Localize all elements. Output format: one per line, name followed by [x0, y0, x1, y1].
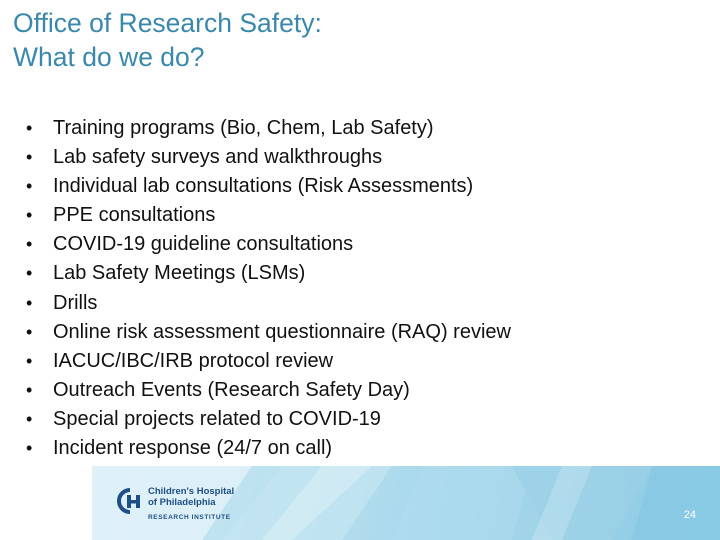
bullet-marker: •: [26, 205, 33, 226]
bullet-marker: •: [26, 292, 33, 313]
page-number: 24: [683, 509, 696, 521]
bullet-text: Special projects related to COVID-19: [53, 407, 381, 430]
bullet-text: Individual lab consultations (Risk Assessments): [53, 175, 474, 198]
bullet-item: [26, 259, 511, 288]
bullet-marker: •: [26, 234, 33, 255]
logo-name-line-1: Children's Hospital: [148, 486, 235, 497]
logo-name: [148, 486, 234, 508]
bullet-marker: •: [26, 379, 33, 400]
bullet-marker: •: [26, 176, 33, 197]
bullet-item: [26, 347, 511, 376]
bullet-text: Online risk assessment questionnaire (RAQ) review: [53, 320, 511, 343]
bullet-marker: •: [26, 147, 33, 168]
slide-title-line-1: Office of Research Safety:: [13, 8, 322, 38]
slide-title: [13, 6, 322, 74]
logo-subtitle: RESEARCH INSTITUTE: [148, 514, 231, 521]
bullet-text: Training programs (Bio, Chem, Lab Safety): [53, 117, 434, 139]
bullet-text: PPE consultations: [53, 204, 216, 227]
bullet-text: Incident response (24/7 on call): [53, 437, 333, 460]
logo-name-line-2: of Philadelphia: [148, 497, 216, 508]
bullet-item: [26, 405, 511, 434]
bullet-text: Lab Safety Meetings (LSMs): [53, 262, 306, 285]
slide-title-line-2: What do we do?: [13, 42, 205, 72]
bullet-marker: •: [26, 408, 33, 429]
bullet-item: [26, 434, 511, 463]
bullet-marker: •: [26, 321, 33, 342]
bullet-text: Outreach Events (Research Safety Day): [53, 378, 410, 401]
bullet-item: [26, 201, 511, 230]
bullet-marker: •: [26, 350, 33, 371]
bullet-marker: •: [26, 118, 33, 138]
bullet-item: [26, 318, 511, 347]
chop-logo-icon: [114, 486, 146, 516]
bullet-item: [26, 143, 511, 172]
bullet-text: Drills: [53, 291, 98, 314]
bullet-text: Lab safety surveys and walkthroughs: [53, 146, 383, 169]
bullet-item: [26, 289, 511, 318]
chop-logo: [114, 486, 254, 526]
bullet-marker: •: [26, 438, 33, 459]
bullet-item: [26, 114, 511, 143]
bullet-item: [26, 376, 511, 405]
bullet-text: COVID-19 guideline consultations: [53, 233, 354, 256]
bullet-text: IACUC/IBC/IRB protocol review: [53, 349, 334, 372]
bullet-item: [26, 172, 511, 201]
bullet-list: [26, 114, 511, 463]
bullet-marker: •: [26, 263, 33, 284]
bullet-item: [26, 230, 511, 259]
footer-band: [92, 466, 720, 540]
